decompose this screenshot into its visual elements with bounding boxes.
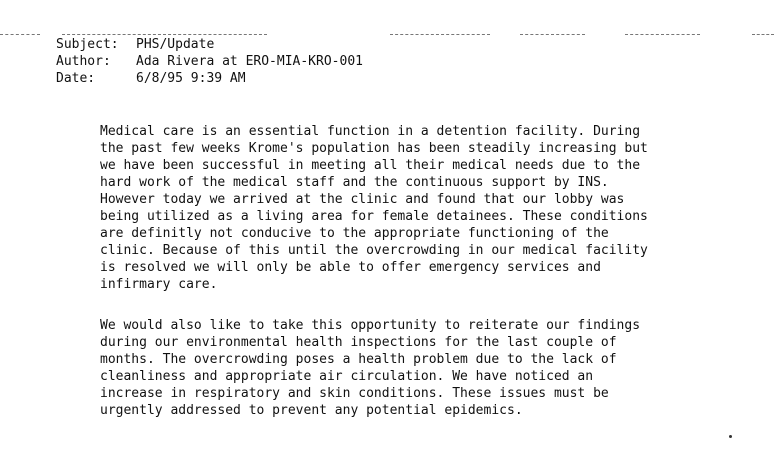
text-line: being utilized as a living area for female detainees. These conditions [100, 209, 648, 224]
paragraph-2 [100, 317, 740, 419]
header-divider-3 [390, 34, 490, 35]
author-value: Ada Rivera at ERO-MIA-KRO-001 [136, 54, 363, 69]
header-divider-1 [0, 34, 40, 35]
date-label: Date: [56, 71, 96, 86]
date-value: 6/8/95 9:39 AM [136, 71, 246, 86]
memo-header [56, 36, 363, 87]
header-divider-4 [520, 34, 585, 35]
text-line: hard work of the medical staff and the continuous support by INS. [100, 175, 609, 190]
subject-value: PHS/Update [136, 37, 215, 52]
header-divider-6 [752, 34, 774, 35]
text-line: urgently addressed to prevent any potential epidemics. [100, 403, 523, 418]
text-line: months. The overcrowding poses a health problem due to the lack of [100, 352, 617, 367]
text-line: clinic. Because of this until the overcrowding in our medical facility [100, 243, 648, 258]
text-line: is resolved we will only be able to offer emergency services and [100, 260, 601, 275]
text-line: increase in respiratory and skin conditions. These issues must be [100, 386, 609, 401]
subject-label: Subject: [56, 37, 119, 52]
author-row [56, 53, 363, 70]
subject-row [56, 36, 363, 53]
text-line: infirmary care. [100, 277, 218, 292]
author-label: Author: [56, 54, 111, 69]
date-row [56, 70, 363, 87]
text-line: the past few weeks Krome's population has been steadily increasing but [100, 141, 648, 156]
header-divider-5 [625, 34, 700, 35]
text-line: We would also like to take this opportunity to reiterate our findings [100, 318, 641, 333]
text-line: Medical care is an essential function in a detention facility. During [100, 124, 641, 139]
text-line: cleanliness and appropriate air circulation. We have noticed an [100, 369, 594, 384]
memo-body [100, 123, 740, 443]
text-line: during our environmental health inspections for the last couple of [100, 335, 617, 350]
text-line: However today we arrived at the clinic and found that our lobby was [100, 192, 625, 207]
paragraph-1 [100, 123, 740, 293]
text-line: we have been successful in meeting all their medical needs due to the [100, 158, 641, 173]
scan-speck [729, 435, 732, 438]
header-divider-2 [62, 34, 267, 35]
text-line: are definitly not conducive to the appropriate functioning of the [100, 226, 609, 241]
